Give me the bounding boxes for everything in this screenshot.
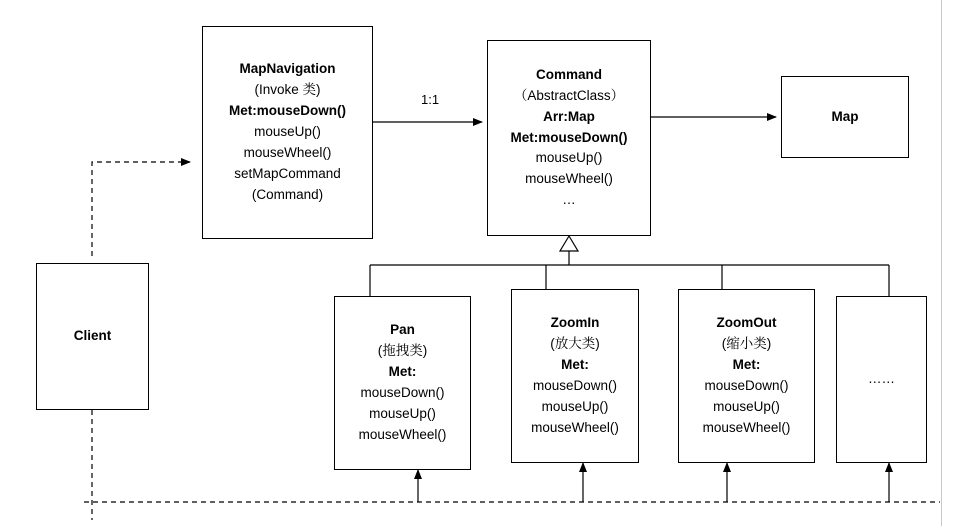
node-command-line-6: … bbox=[562, 192, 576, 208]
node-map-navigation-line-3: mouseUp() bbox=[254, 124, 321, 140]
node-map-navigation[interactable] bbox=[202, 26, 373, 239]
node-map-navigation-line-1: (Invoke 类) bbox=[254, 82, 321, 98]
node-pan-line-2: Met: bbox=[388, 364, 417, 380]
node-ellipsis[interactable] bbox=[836, 296, 927, 463]
node-command-line-2: Arr:Map bbox=[543, 108, 595, 124]
node-pan-line-0: Pan bbox=[390, 322, 415, 338]
node-pan[interactable] bbox=[334, 296, 471, 470]
node-pan-line-5: mouseWheel() bbox=[358, 426, 447, 442]
node-command-line-1: （AbstractClass） bbox=[513, 87, 625, 103]
node-zoomin-line-1: (放大类) bbox=[550, 336, 600, 352]
node-zoomin-line-2: Met: bbox=[561, 357, 589, 373]
node-zoomout-line-3: mouseDown() bbox=[704, 378, 789, 393]
node-ellipsis-line-0: …… bbox=[868, 371, 895, 387]
node-zoomin-line-4: mouseUp() bbox=[541, 398, 609, 414]
edge-label-multiplicity: 1:1 bbox=[421, 92, 440, 107]
node-pan-line-4: mouseUp() bbox=[369, 405, 436, 421]
node-command-line-5: mouseWheel() bbox=[525, 171, 613, 187]
node-zoomin[interactable] bbox=[511, 289, 639, 463]
node-map-navigation-line-6: (Command) bbox=[251, 186, 324, 202]
node-map-line-0: Map bbox=[831, 108, 859, 124]
node-client[interactable] bbox=[36, 263, 149, 410]
node-zoomin-line-5: mouseWheel() bbox=[531, 419, 619, 435]
node-command-line-0: Command bbox=[535, 66, 602, 82]
node-command[interactable] bbox=[487, 40, 651, 236]
page-rule bbox=[941, 0, 942, 526]
node-zoomin-line-3: mouseDown() bbox=[532, 378, 618, 393]
node-zoomout[interactable] bbox=[678, 289, 815, 463]
node-zoomout-line-0: ZoomOut bbox=[716, 315, 777, 331]
node-pan-line-3: mouseDown() bbox=[360, 385, 445, 400]
node-command-line-3: Met:mouseDown() bbox=[510, 129, 628, 145]
node-map[interactable] bbox=[781, 76, 909, 158]
node-map-navigation-line-4: mouseWheel() bbox=[243, 144, 332, 160]
node-map-navigation-line-5: setMapCommand bbox=[234, 165, 341, 181]
node-map-navigation-line-2: Met:mouseDown() bbox=[229, 103, 346, 119]
node-zoomout-line-4: mouseUp() bbox=[713, 398, 780, 414]
node-zoomin-line-0: ZoomIn bbox=[550, 315, 600, 331]
node-pan-line-1: (拖拽类) bbox=[377, 343, 428, 359]
node-client-line-0: Client bbox=[73, 328, 112, 344]
node-zoomout-line-1: (缩小类) bbox=[721, 336, 772, 352]
node-zoomout-line-5: mouseWheel() bbox=[702, 419, 791, 435]
node-map-navigation-line-0: MapNavigation bbox=[239, 61, 336, 77]
node-zoomout-line-2: Met: bbox=[732, 357, 761, 373]
node-command-line-4: mouseUp() bbox=[535, 150, 603, 166]
